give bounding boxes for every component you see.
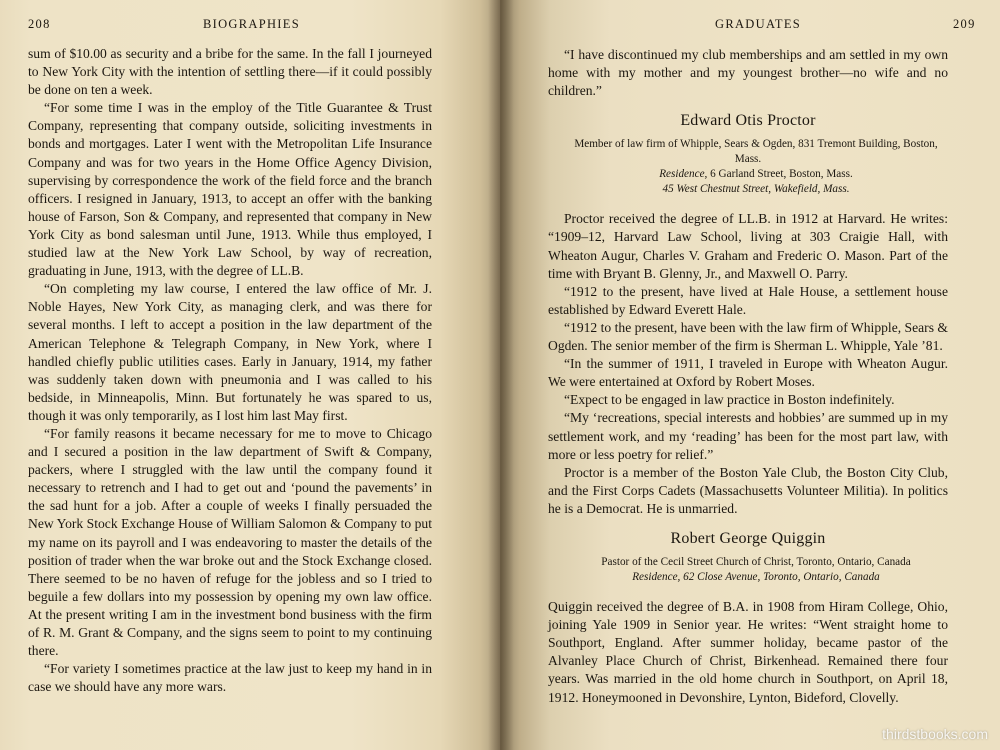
bio-name-quiggin: Robert George Quiggin [670, 529, 826, 547]
bio-residence-quiggin [548, 570, 948, 585]
quiggin-paragraph-1: Quiggin received the degree of B.A. in 1908 from Hiram College, Ohio, joining Yale 1909 in Senior year. He writes: “Went straight home to Southport, England. After summer holiday, became pastor of the Alvanley Place Church of Christ, Birkenhead. Remained there four years. Was married in the old home church in Southport, on April 18, 1912. Honeymooned in Devonshire, Lynton, Bideford, Clovelly. [548, 599, 948, 705]
left-page-body [28, 45, 432, 696]
left-paragraph-2: “For some time I was in the employ of the Title Guarantee & Trust Company, representing that company outside, soliciting investments in bonds and mortgages. Later I went with the Metropolitan Life Insurance Company and was for two years in the Home Office Agency Division, supervising by correspondence the work of the field force and the branch officers. I resigned in January, 1913, to accept an offer with the banking house of Farson, Son & Company, and represented that company in New York City as bond salesman until June, 1913. While thus employed, I studied law at the New York Law School, by way of recreation, graduating in June, 1913, with the degree of LL.B. [28, 100, 432, 279]
right-page [500, 0, 1000, 750]
bio-residence-proctor [548, 167, 948, 182]
proctor-paragraph-4: “In the summer of 1911, I traveled in Europe with Wheaton Augur. We were entertained at Oxford by Robert Moses. [548, 356, 948, 390]
right-page-number: 209 [953, 17, 976, 31]
left-page-number: 208 [28, 17, 51, 31]
proctor-paragraph-2: “1912 to the present, have lived at Hale House, a settlement house established by Edward Everett Hale. [548, 283, 948, 317]
left-paragraph-3: “On completing my law course, I entered the law office of Mr. J. Noble Hayes, New York City, as managing clerk, and was there for several months. I left to accept a position in the law department of the American Telephone & Telegraph Company, in New York, where I handled chiefly public utilities cases. Early in January, 1914, my father was suddenly taken down with pneumonia and I was called to his bedside, in Minneapolis, Minn. But fortunately he was spared to us, though it was only temporarily, as I lost him last May first. [28, 281, 432, 423]
residence-label: Residence, [659, 168, 708, 181]
proctor-paragraph-3: “1912 to the present, have been with the law firm of Whipple, Sears & Ogden. The senior member of the firm is Sherman L. Whipple, Yale ’81. [548, 319, 948, 354]
bio-name-proctor: Edward Otis Proctor [680, 112, 816, 130]
proctor-paragraph-1: Proctor received the degree of LL.B. in 1912 at Harvard. He writes: “1909–12, Harvard Law School, living at 303 Craigie Hall, with Wheaton Augur, Charles V. Graham and Frederic O. Mason. Part of the time with Bryant B. Glenny, Jr., and Maxwell O. Parry. [548, 211, 948, 281]
proctor-paragraph-6: “My ‘recreations, special interests and hobbies’ are summed up in my settlement work, and my ‘reading’ has been for the most part law, with more or less poetry for relief.” [548, 410, 948, 462]
secondary-address: 45 West Chestnut Street, Wakefield, Mass. [662, 183, 850, 196]
left-paragraph-5: “For variety I sometimes practice at the law just to keep my hand in in case we should have any more wars. [28, 661, 432, 695]
bio-address2-proctor [548, 182, 948, 197]
residence-label: Residence, [632, 571, 681, 584]
right-intro-paragraph: “I have discontinued my club memberships and am settled in my own home with my mother and my youngest brother—no wife and no children.” [548, 47, 948, 99]
right-page-body [548, 46, 948, 707]
watermark-text: thirdstbooks.com [882, 726, 988, 742]
right-running-head: GRADUATES [715, 17, 802, 31]
left-paragraph-4: “For family reasons it became necessary for me to move to Chicago and I secured a position in the law department of Swift & Company, packers, where I struggled with the law until the company found it necessary to retrench and I had to get out and ‘pound the pavements’ in the sad hunt for a job. After a couple of weeks I finally persuaded the New York Stock Exchange House of William Salomon & Company to put my name on its payroll and I was endeavoring to master the details of the position of trader when the war broke out and the Stock Exchange closed. There seemed to be no haven of refuge for the jobless and so I tried to beguile a few dollars into my possession by opening my own law office. At the present writing I am in the investment bond business with the firm of R. M. Grant & Company, and the signs seem to point to my continuing there. [28, 425, 432, 659]
bio-occupation-proctor: Member of law firm of Whipple, Sears & Ogden, 831 Tremont Building, Boston, Mass. [574, 138, 938, 166]
residence-address: 62 Close Avenue, Toronto, Ontario, Canada [683, 571, 880, 584]
book-gutter-shadow [488, 0, 514, 750]
residence-address: 6 Garland Street, Boston, Mass. [710, 168, 853, 181]
bio-occupation-quiggin: Pastor of the Cecil Street Church of Christ, Toronto, Ontario, Canada [601, 556, 911, 569]
left-running-head: BIOGRAPHIES [203, 17, 300, 31]
left-paragraph-1: sum of $10.00 as security and a bribe for the same. In the fall I journeyed to New York City with the intention of settling there—if it could possibly be done on ten a week. [28, 46, 432, 98]
proctor-paragraph-7: Proctor is a member of the Boston Yale Club, the Boston City Club, and the First Corps Cadets (Massachusetts Volunteer Militia). In politics he is a Democrat. He is unmarried. [548, 464, 948, 516]
proctor-paragraph-5: “Expect to be engaged in law practice in Boston indefinitely. [564, 392, 895, 408]
